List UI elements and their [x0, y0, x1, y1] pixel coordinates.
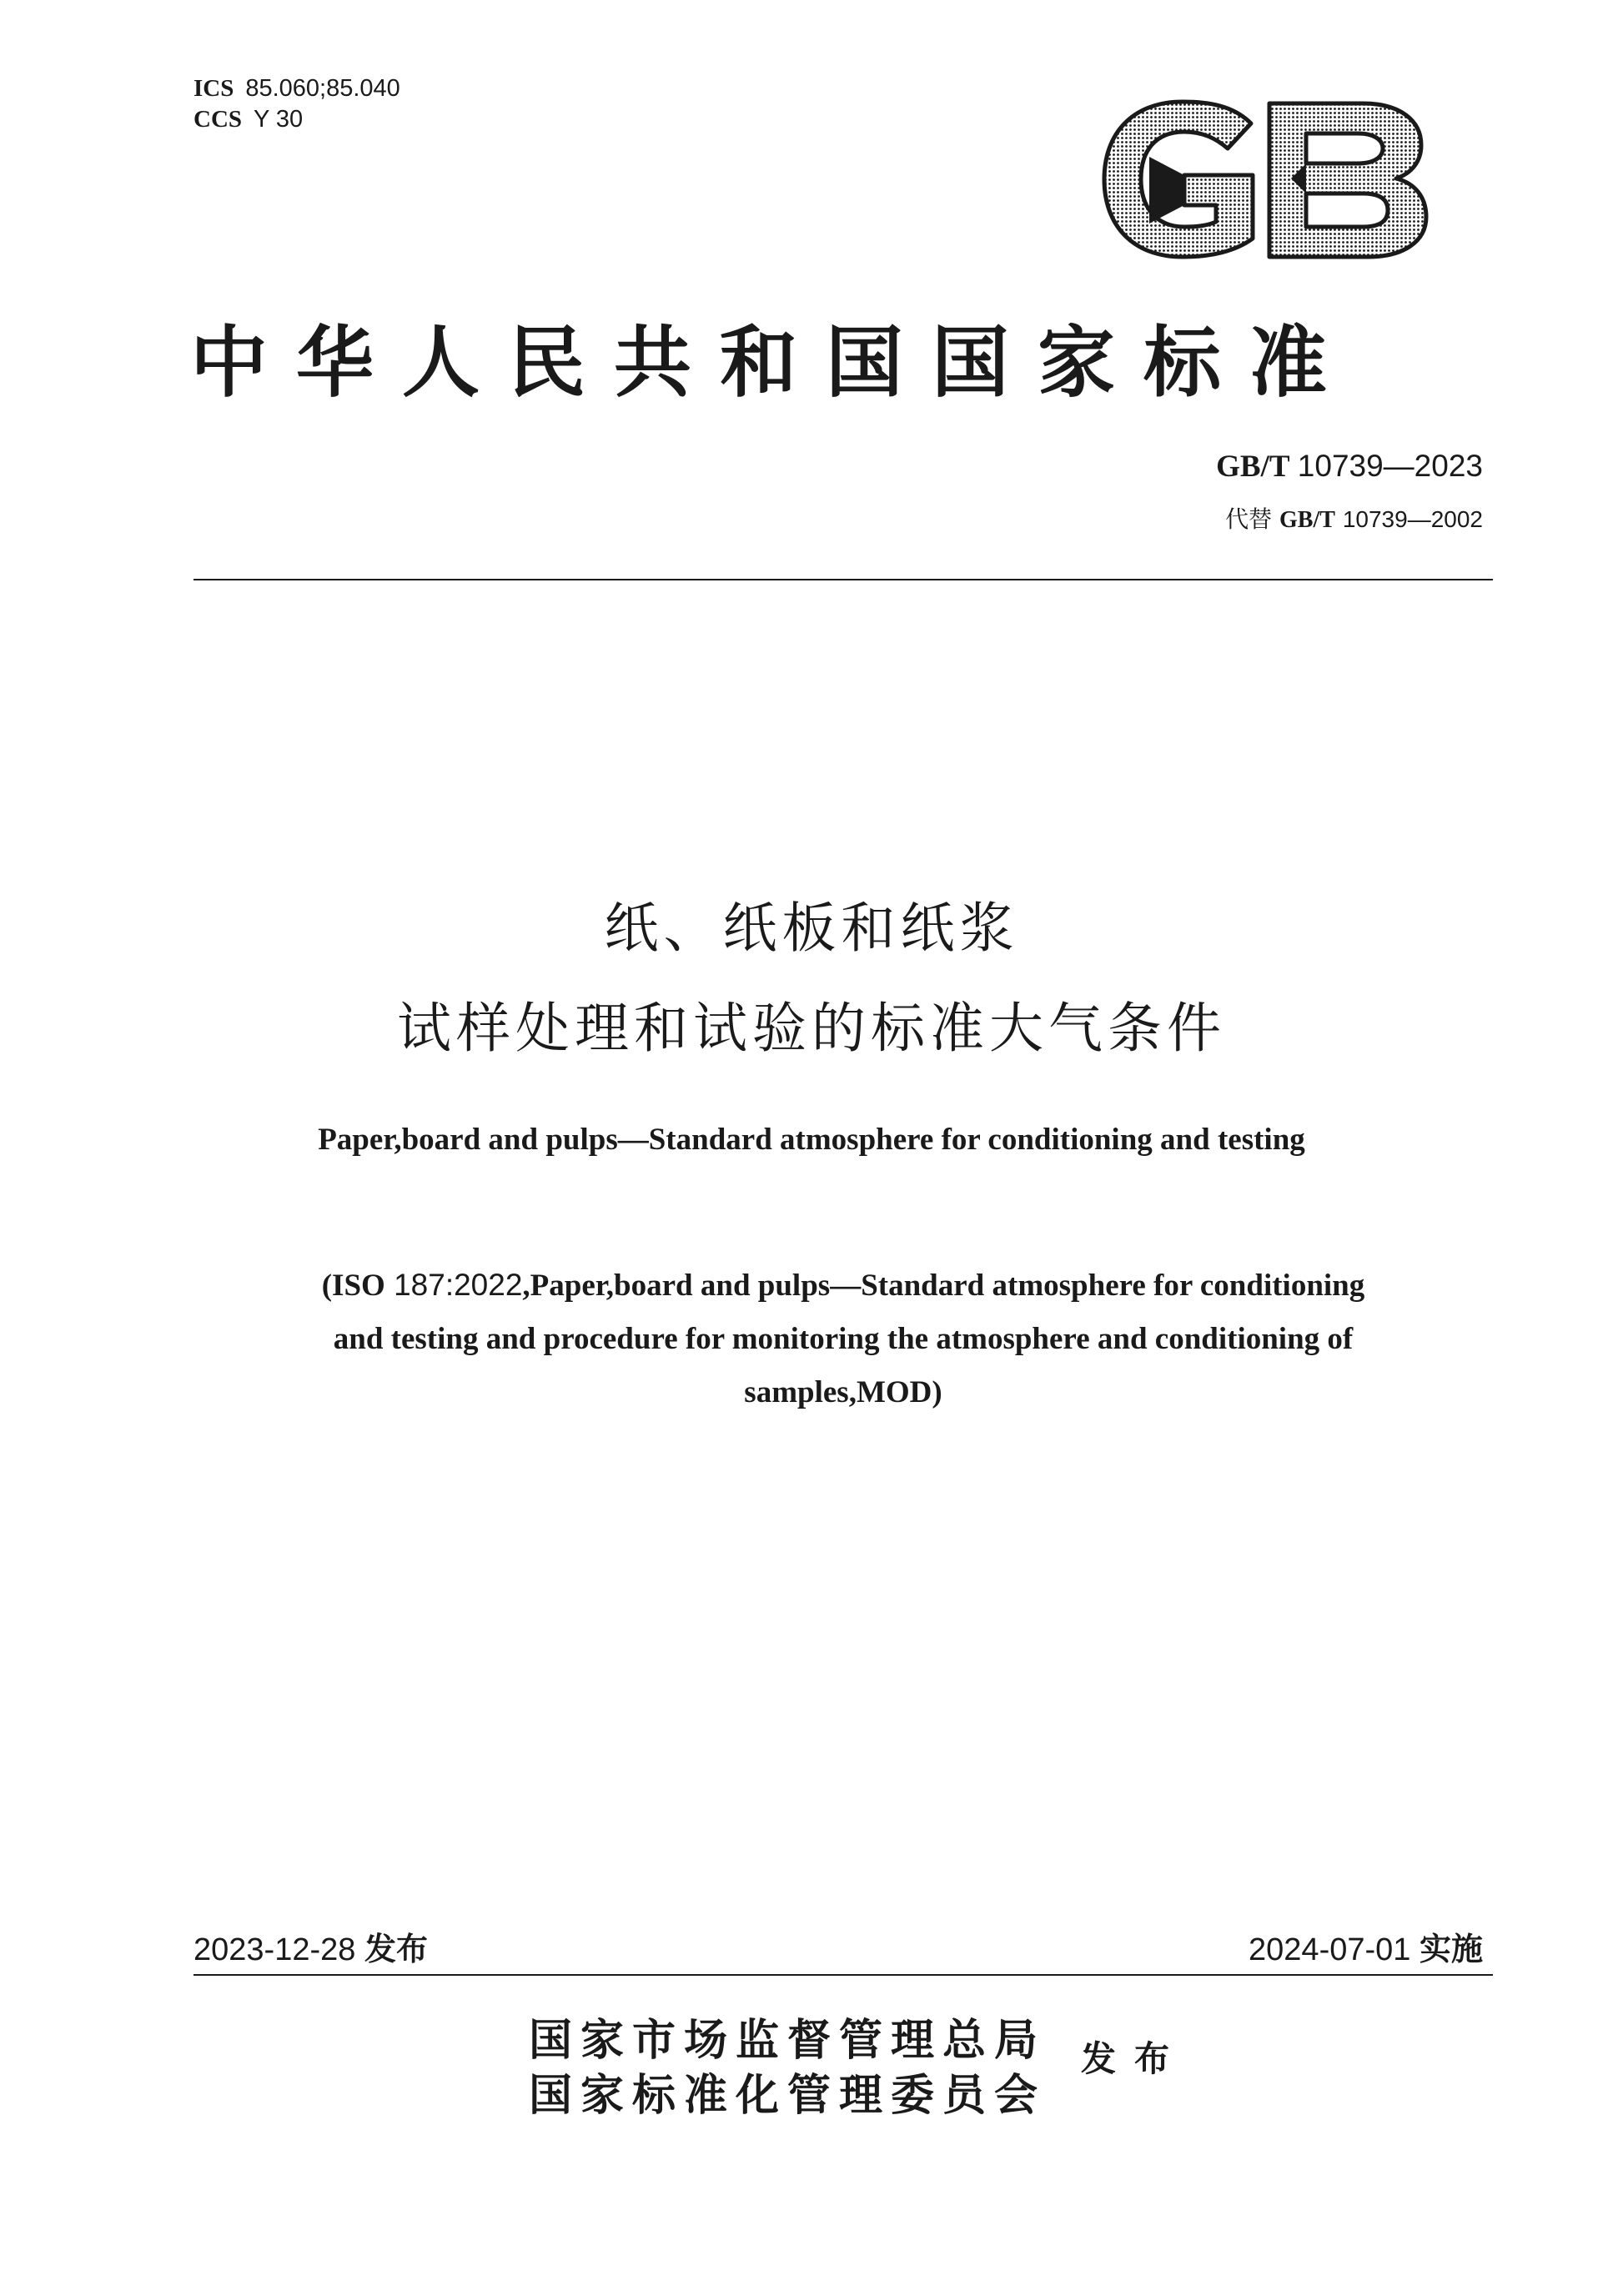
- ics-code: [193, 73, 400, 104]
- iso-reference-line2: and testing and procedure for monitoring the atmosphere and conditioning of: [333, 1322, 1354, 1356]
- implement-date: [1249, 1923, 1483, 1969]
- iso-line1-rest: ,Paper,board and pulps—Standard atmosphere for conditioning: [522, 1269, 1365, 1303]
- replaces-standard: [1225, 501, 1483, 535]
- iso-open: (ISO: [321, 1269, 385, 1303]
- issue-date: [193, 1923, 428, 1969]
- issuer-sac: 国家标准化管理委员会: [529, 2070, 1047, 2121]
- ics-value: 85.060;85.040: [245, 75, 400, 102]
- classification-codes: [193, 73, 400, 135]
- replaces-number: 10739—2002: [1342, 506, 1483, 532]
- publish-label: 发布: [1081, 2038, 1188, 2079]
- implement-date-label: 实施: [1419, 1931, 1483, 1967]
- iso-code: 187:2022: [384, 1268, 523, 1302]
- issue-date-value: 2023-12-28: [193, 1932, 356, 1967]
- issue-date-label: 发布: [364, 1931, 428, 1967]
- title-cn-line1: 纸、纸板和纸浆: [604, 897, 1019, 960]
- standard-number: [1216, 449, 1483, 485]
- footer-divider: [193, 1974, 1493, 1976]
- ccs-value: Y 30: [254, 106, 304, 133]
- standard-number-value: 10739—2023: [1297, 449, 1483, 483]
- iso-reference-line3: samples,MOD): [744, 1375, 942, 1409]
- title-cn-line2: 试样处理和试验的标准大气条件: [396, 997, 1226, 1060]
- title-en: Paper,board and pulps—Standard atmosphere for conditioning and testing: [318, 1123, 1305, 1157]
- replaces-prefix: 代替: [1225, 505, 1273, 533]
- gb-logo-icon: [1099, 98, 1430, 260]
- ccs-label: CCS: [193, 106, 243, 133]
- implement-date-value: 2024-07-01: [1249, 1932, 1411, 1967]
- ccs-code: [193, 104, 400, 135]
- issuer-samr: 国家市场监督管理总局: [529, 2015, 1047, 2066]
- header-divider: [193, 579, 1493, 580]
- ics-label: ICS: [193, 75, 234, 102]
- national-standard-title: 中华人民共和国国家标准: [190, 318, 1355, 408]
- standard-prefix: GB/T: [1216, 450, 1290, 484]
- iso-reference-line1: [193, 1268, 1493, 1304]
- replaces-code: GB/T: [1279, 507, 1335, 533]
